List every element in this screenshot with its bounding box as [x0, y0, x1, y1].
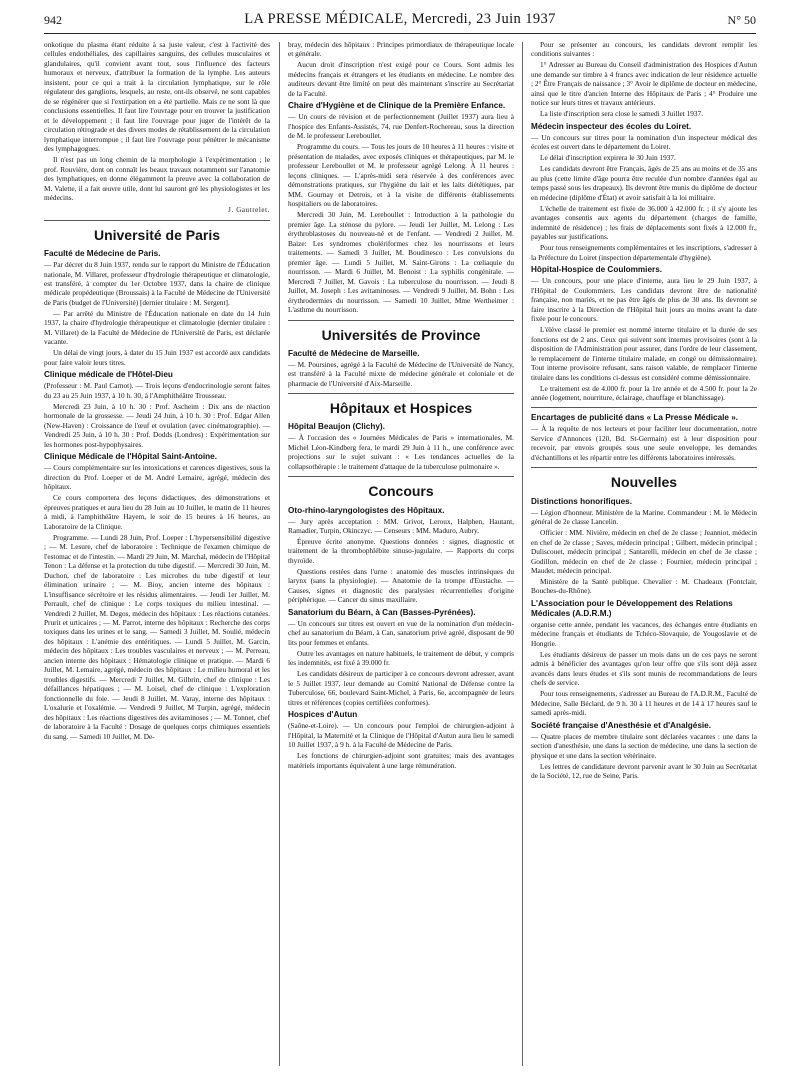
paragraph: Le traitement est de 4.000 fr. pour la 1re année et de 4.500 fr. pour la 2e année (logement, nourriture, éclairage, chauffage et blanchissage).	[531, 383, 757, 402]
paragraph: Pour tous renseignements, s'adresser au Bureau de l'A.D.R.M., Faculté de Médecine, Salle Béclard, de 9 h. 30 à 11 heures et de 14 à 17 heures sauf le samedi après-midi.	[531, 689, 757, 718]
paragraph: Programme du cours. — Tous les jours de 10 heures à 11 heures : visite et présentation de malades, avec exposés cliniques et thérapeutiques, par M. le professeur Lereboullet et M. le professeur agrégé Lelong. À 11 heures : leçons cliniques. — L'après-midi sera réservée à des conférences avec démonstrations pratiques, sur l'hygiène du lait et les laits diététiques, par MM. Gournay et Detrois, et à la visite de différents établissements hospitaliers ou de laboratoires.	[288, 142, 514, 209]
paragraph: L'échelle de traitement est fixée de 36.000 à 42.000 fr. ; il s'y ajoute les avantages consentis aux agents du département (charges de famille, indemnité de résidence) ; les frais de déplacements sont fixés à 12.000 fr., payables sur justifications.	[531, 203, 757, 242]
column-3	[531, 40, 757, 1070]
paragraph: — Un concours sur titres pour la nomination d'un inspecteur médical des écoles est ouvert dans le département du Loiret.	[531, 132, 757, 152]
paragraph: Épreuve écrite anonyme. Questions données : signes, diagnostic et traitement de la thrombophlébite sinuso-jugulaire. — Rapports du corps thyroïde.	[288, 537, 514, 565]
paragraph: L'élève classé le premier est nommé interne titulaire et la durée de ses fonctions est de 2 ans. Ceux qui suivent sont internes provisoires (sont à la disposition de l'Administration pour assurer, dans l'ordre de leur classement, le remplacement de l'interne titulaire malade, en congé ou démissionnaire). Tout interne provisoire refusant, sans raison valable, de remplacer l'interne titulaire dans les conditions ci-dessus est considéré comme démissionnaire.	[531, 325, 757, 382]
section-title: Hôpitaux et Hospices	[329, 400, 473, 417]
paragraph: onkotique du plasma étant réduite à sa juste valeur, c'est à l'activité des cellules endothéliales, des capillaires sanguins, des cellules musculaires et glandulaires, qu'il convient avant tout, sous l'influence des facteurs humoraux et nerveux, d'attribuer la formation de la lymphe. Les auteurs insistent, pour ce qui a trait à la circulation lymphatique, sur le rôle régulateur des ganglions, lesquels, au reste, ont-ils observé, ne sont capables de se régénérer que si l'extirpation en a été partielle. Mais ce ne sont là que conclusions essentielles. Il faut lire l'ouvrage pour en trouver la justification et le développement ; il faut lire l'ouvrage pour juger de l'intérêt de la circulation rétrograde et des divers modes de rétablissement de la circulation lymphatique interrompue ; il faut lire l'ouvrage pour pénétrer le mécanisme des lymphagogues.	[44, 40, 270, 154]
subsection-title: Distinctions honorifiques.	[531, 496, 632, 506]
divider	[44, 220, 270, 221]
paragraph: organise cette année, pendant les vacances, des échanges entre étudiants en médecine français et étudiants de Tchéco-Slovaquie, de Yougoslavie et de Hongrie.	[531, 619, 757, 648]
divider	[531, 407, 757, 408]
divider	[288, 393, 514, 394]
paragraph: Pour tous renseignements complémentaires et les inscriptions, s'adresser à la Préfecture du Loiret (inspection départementale d'hygiène).	[531, 243, 757, 262]
paragraph: Aucun droit d'inscription n'est exigé pour ce Cours. Sont admis les médecins français et étrangers et les étudiants en médecine. Le nombre des auditeurs devant être limité on peut dès maintenant s'inscrire au Secrétariat de la Faculté.	[288, 60, 514, 98]
paragraph: — Par arrêté du Ministre de l'Éducation nationale en date du 14 Juin 1937, la chaire d'hydrologie thérapeutique et climatologie (dernier titulaire : M. Villaret) de la Faculté de Médecine de l'Université de Paris, est déclarée vacante.	[44, 308, 270, 347]
paragraph: Un délai de vingt jours, à dater du 15 Juin 1937 est accordé aux candidats pour faire valoir leurs titres.	[44, 348, 270, 367]
divider	[288, 320, 514, 321]
paragraph: Mercredi 23 Juin, à 10 h. 30 : Prof. Ascheim : Dix ans de réaction hormonale de la grossesse. — Jeudi 24 Juin, à 10 h. 30 : Prof. Edgar Allen (New-Haven) : Croissance de l'œuf et ovulation (avec cinématographie). — Vendredi 25 Juin, à 10 h. 30 : Prof. Dodds (Londres) : Expérimentation sur les hormones post-hypophysaires.	[44, 401, 270, 449]
paragraph: — Un cours de révision et de perfectionnement (Juillet 1937) aura lieu à l'hospice des Enfants-Assistés, 74, rue Denfert-Rochereau, sous la direction de M. le professeur Lereboullet.	[288, 112, 514, 141]
paragraph: Questions restées dans l'urne : anatomie des muscles intrinsèques du larynx (sans la physiologie). — Anatomie de la trompe d'Eustache. — Causes, signes et diagnostic des paralysies récurrentielles d'origine périphérique. — Cancer du sinus maxillaire.	[288, 566, 514, 605]
subsection-title: Chaire d'Hygiène et de Clinique de la Première Enfance.	[288, 101, 506, 111]
paragraph: — Légion d'honneur. Ministère de la Marine. Commandeur : M. le Médecin général de 2e classe Lancelin.	[531, 507, 757, 527]
paragraph: — Cours complémentaire sur les intoxications et carences digestives, sous la direction du Prof. Loeper et de M. André Lemaire, agrégé, médecin des hôpitaux.	[44, 463, 270, 492]
subsection-title: Sanatorium du Béarn, à Can (Basses-Pyrénées).	[288, 607, 476, 617]
subsection-title: L'Association pour le Développement des Relations Médicales (A.D.R.M.)	[531, 598, 733, 618]
paragraph: Les lettres de candidature devront parvenir avant le 30 Juin au Secrétariat de la Société, 12, rue de Seine, Paris.	[531, 761, 757, 781]
paragraph: (Saône-et-Loire). — Un concours pour l'emploi de chirurgien-adjoint à l'Hôpital, la Maternité et la Clinique de l'Hôpital d'Autun aura lieu le samedi 10 Juillet 1937, à 9 h. à la Faculté de Médecine de Paris.	[288, 721, 514, 750]
paragraph: — À l'occasion des « Journées Médicales de Paris » internationales, M. Michel Léon-Kindberg fera, le mardi 29 Juin à 11 h., une conférence avec projections sur le sujet suivant : « Les tendances actuelles de la collapsothérapie : le traitement d'attaque de la tuberculose pulmonaire ».	[288, 433, 514, 471]
page-number: 942	[44, 13, 62, 27]
column-rule-1	[279, 42, 280, 1066]
author-signature: J. Gautrelet.	[228, 205, 270, 214]
subsection-title: Clinique Médicale de l'Hôpital Saint-Antoine.	[44, 452, 217, 462]
paragraph: — Un concours sur titres est ouvert en vue de la nomination d'un médecin-chef au sanatorium du Béarn, à Can, sanatorium privé agréé, disposant de 90 lits pour femmes et enfants.	[288, 618, 514, 647]
paragraph: bray, médecin des hôpitaux : Principes primordiaux de thérapeutique locale et générale.	[288, 40, 514, 59]
subsection-title: Société française d'Anesthésie et d'Analgésie.	[531, 720, 711, 730]
paragraph: 1° Adresser au Bureau du Conseil d'administration des Hospices d'Autun une demande sur timbre à 4 francs avec indication de leur résidence actuelle ; 2° Être Français de naissance ; 3° Avoir le diplôme de docteur en médecine, ainsi que le titre d'ancien Interne des Hôpitaux de Paris ; 4° Produire une notice sur leurs titres et travaux antérieurs.	[531, 60, 757, 108]
paragraph: — M. Poursines, agrégé à la Faculté de Médecine de l'Université de Nancy, est transféré à la Faculté mixte de médecine générale et coloniale et de pharmacie de l'Université d'Aix-Marseille.	[288, 359, 514, 388]
paragraph: Les candidats devront être Français, âgés de 25 ans au moins et de 35 ans au plus (cette limite d'âge pourra être reculée d'un nombre d'années égal au temps passé sous les drapeaux). Ils devront être munis du diplôme de docteur en médecine (diplôme d'État) et avoir satisfait à la loi militaire.	[531, 164, 757, 202]
divider	[531, 467, 757, 468]
subsection-title: Encartages de publicité dans « La Presse Médicale ».	[531, 413, 739, 423]
paragraph: Programme. — Lundi 28 Juin, Prof. Loeper : L'hypersensibilité digestive ; — M. Lesure, chef de laboratoire : Technique de l'examen chimique de l'estomac et de l'intestin. — Mardi 29 Juin, M. Marchal, médecin de l'Hôpital Tenon : La défense et la protection du tube digestif. — Mercredi 30 Juin, M. Duchon, chef de laboratoire : Les microbes du tube digestif et leur élimination urinaire ; — M. Bioy, ancien interne des hôpitaux : L'insuffisance sécrétoire et les résidus alimentaires. — Jeudi 1er Juillet, M. Perrault, chef de clinique : Le corps toxiques du milieu intestinal. — Vendredi 2 Juillet, M. Degos, médecin des hôpitaux : Les réactions cutanées. Prurit et urticaires ; — M. Parrot, interne des hôpitaux : Recherche des corps toxiques dans les urines et le sang. — Samedi 3 Juillet, M. Soulié, médecin des hôpitaux : L'anémie des entéritiques. — Lundi 5 Juillet, M. Garcin, médecin des hôpitaux : Les troubles vasculaires et nerveux ; — M. Perreau, ancien interne des hôpitaux : Hématologie clinique et pratique. — Mardi 6 Juillet, M. Lemaire, agrégé, médecin des hôpitaux : Le milieu humoral et les troubles digestifs. — Mercredi 7 Juillet, M. Gilbrin, chef de clinique : Les défaillances hépatiques ; — M. Loisel, chef de clinique : L'exploration fonctionnelle du foie. — Jeudi 8 Juillet, M. Varay, interne des hôpitaux : L'oxalurie et l'oxalémie. — Vendredi 9 Juillet, M Turpin, agrégé, médecin des hôpitaux : Les réactions digestives des avitaminoses ; — M. Tonnet, chef de laboratoire à la Faculté : Dosage de quelques corps chimiques essentiels du sang. — Samedi 10 Juillet, M. De-	[44, 532, 270, 741]
paragraph: Le délai d'inscription expirera le 30 Juin 1937.	[540, 153, 676, 163]
paragraph: Mercredi 30 Juin, M. Lereboullet : Introduction à la pathologie du premier âge. La sténose du pylore. — Jeudi 1er Juillet, M. Lelong : Les érythroblastoses du nouveau-né et de l'enfant. — Vendredi 2 Juillet, M. Baize: Les syndromes cholériformes chez les nourrissons et leurs traitements. — Samedi 3 Juillet, M. Boudinesco : Les convulsions du premier âge. — Lundi 5 Juillet, M. Saint-Girons : La cœliaquie du nourrisson. — Mardi 6 Juillet, M. Benoist : La syphilis congénitale. — Mercredi 7 Juillet, M. Gavois : La tuberculose du nourrisson. — Jeudi 8 Juillet, M. Joseph : Les avitaminoses. — Vendredi 9 Juillet, M. Bohn : Les érythrodermies du nourrisson. — Samedi 10 Juillet, Mme Wertheimer : L'asthme du nourrisson.	[288, 210, 514, 315]
paragraph: — Un concours, pour une place d'interne, aura lieu le 29 Juin 1937, à l'Hôpital de Coulommiers. Les candidats devront être de nationalité française, non mariés, et ne pas être âgés de plus de 30 ans. Ils devront se faire inscrire à la Direction de l'Hôpital huit jours au moins avant la date fixée pour le concours.	[531, 276, 757, 324]
paragraph: La liste d'inscription sera close le samedi 3 Juillet 1937.	[540, 109, 704, 119]
paragraph: Les fonctions de chirurgien-adjoint sont gratuites; mais des avantages matériels importants équivalent à une large rémunération.	[288, 751, 514, 770]
journal-title: LA PRESSE MÉDICALE, Mercredi, 23 Juin 1937	[244, 11, 556, 27]
paragraph: — Jury après acceptation : MM. Grivot, Leroux, Halphen, Hautant, Ramadier, Turpin, Okinczyc. — Censeurs : MM. Maduro, Aubry.	[288, 516, 514, 536]
section-title: Nouvelles	[610, 474, 678, 491]
section-title: Universités de Province	[321, 326, 481, 343]
subsection-title: Oto-rhino-laryngologistes des Hôpitaux.	[288, 505, 445, 515]
subsection-title: Hospices d'Autun	[288, 710, 358, 720]
paragraph: Ministère de la Santé publique. Chevalier : M. Chadeaux (Fontclair, Bouches-du-Rhône).	[531, 576, 757, 596]
subsection-title: Hôpital-Hospice de Coulommiers.	[531, 265, 663, 275]
subsection-title: Faculté de Médecine de Paris.	[44, 249, 161, 259]
paragraph: (Professeur : M. Paul Carnot). — Trois leçons d'endocrinologie seront faites du 23 au 25 Juin 1937, à 10 h. 30, à l'Amphithéâtre Trousseau.	[44, 381, 270, 400]
paragraph: Outre les avantages en nature habituels, le traitement de début, y compris les indemnités, est fixé à 39.000 fr.	[288, 648, 514, 668]
page-header	[44, 9, 756, 34]
issue-number: N° 50	[727, 13, 756, 27]
subsection-title: Hôpital Beaujon (Clichy).	[288, 422, 385, 432]
paragraph: Il n'est pas un long chemin de la morphologie à l'expérimentation ; le prof. Rouvière, dont on connaît les beaux travaux notamment sur l'anatomie des lymphatiques, en donne élégamment la preuve avec la collaboration de M. Valette, il a fait œuvre utile, dont lui sauront gré les physiologistes et les médecins.	[44, 155, 270, 203]
subsection-title: Médecin inspecteur des écoles du Loiret.	[531, 121, 692, 131]
subsection-title: Clinique médicale de l'Hôtel-Dieu	[44, 370, 173, 380]
paragraph: Ce cours comportera des leçons didactiques, des démonstrations et épreuves pratiques et aura lieu du 28 Juin au 10 Juillet, le matin de 11 heures à midi, à l'amphithéâtre Hayem, le soir de 15 heures à 16 heures, au Laboratoire de la Clinique.	[44, 493, 270, 531]
paragraph: Les étudiants désireux de passer un mois dans un de ces pays ne seront admis à bénéficier des avantages qu'on leur offre que s'ils sont déjà assez avancés dans leurs études et s'ils sont munis de recommandations de leurs chefs de service.	[531, 649, 757, 688]
paragraph: Officier : MM. Nivière, médecin en chef de 2e classe ; Jeanniot, médecin en chef de 2e classe ; Saves, médecin principal ; Gilbert, médecin principal ; Duliscouet, médecin principal ; Santarelli, médecin en chef de 3e classe ; Godillon, médecin en chef de 2e classe ; Fournier, médecin principal ; Maudet, médecin principal.	[531, 528, 757, 575]
column-rule-2	[522, 42, 523, 1066]
subsection-title: Faculté de Médecine de Marseille.	[288, 348, 420, 358]
column-2	[288, 40, 514, 1070]
paragraph: — À la requête de nos lecteurs et pour faciliter leur documentation, notre Service d'Annonces (120, Bd. St-Germain) est à leur disposition pour recevoir, par envois groupés sous une seule enveloppe, les demandes d'échantillons et les répartir entre les différents laboratoires intéressés.	[531, 424, 757, 462]
section-title: Université de Paris	[93, 226, 221, 243]
paragraph: Les candidats désireux de participer à ce concours devront adresser, avant le 5 Juillet 1937, leur demande au Comité National de Défense contre la Tuberculose, 66, boulevard Saint-Michel, à Paris, 6e, accompagnée de leurs titres et références (copies certifiées conformes).	[288, 669, 514, 707]
column-1	[44, 40, 270, 1070]
divider	[288, 476, 514, 477]
section-title: Concours	[368, 483, 434, 500]
paragraph: — Quatre places de membre titulaire sont déclarées vacantes : une dans la section d'anesthésie, une dans la section de médecine, une dans la section de physique et une dans la section vétérinaire.	[531, 731, 757, 760]
paragraph: Pour se présenter au concours, les candidats devront remplir les conditions suivantes :	[531, 40, 757, 59]
paragraph: — Par décret du 8 Juin 1937, rendu sur le rapport du Ministre de l'Éducation nationale, M. Villaret, professeur d'hydrologie thérapeutique et climatologie, est transféré, à compter du 1er Octobre 1937, dans la chaire de clinique médicale propédeutique (Broussais) à la Faculté de Médecine de l'Université de Paris (budget de l'Université) [dernier titulaire : M. Sergent].	[44, 260, 270, 307]
